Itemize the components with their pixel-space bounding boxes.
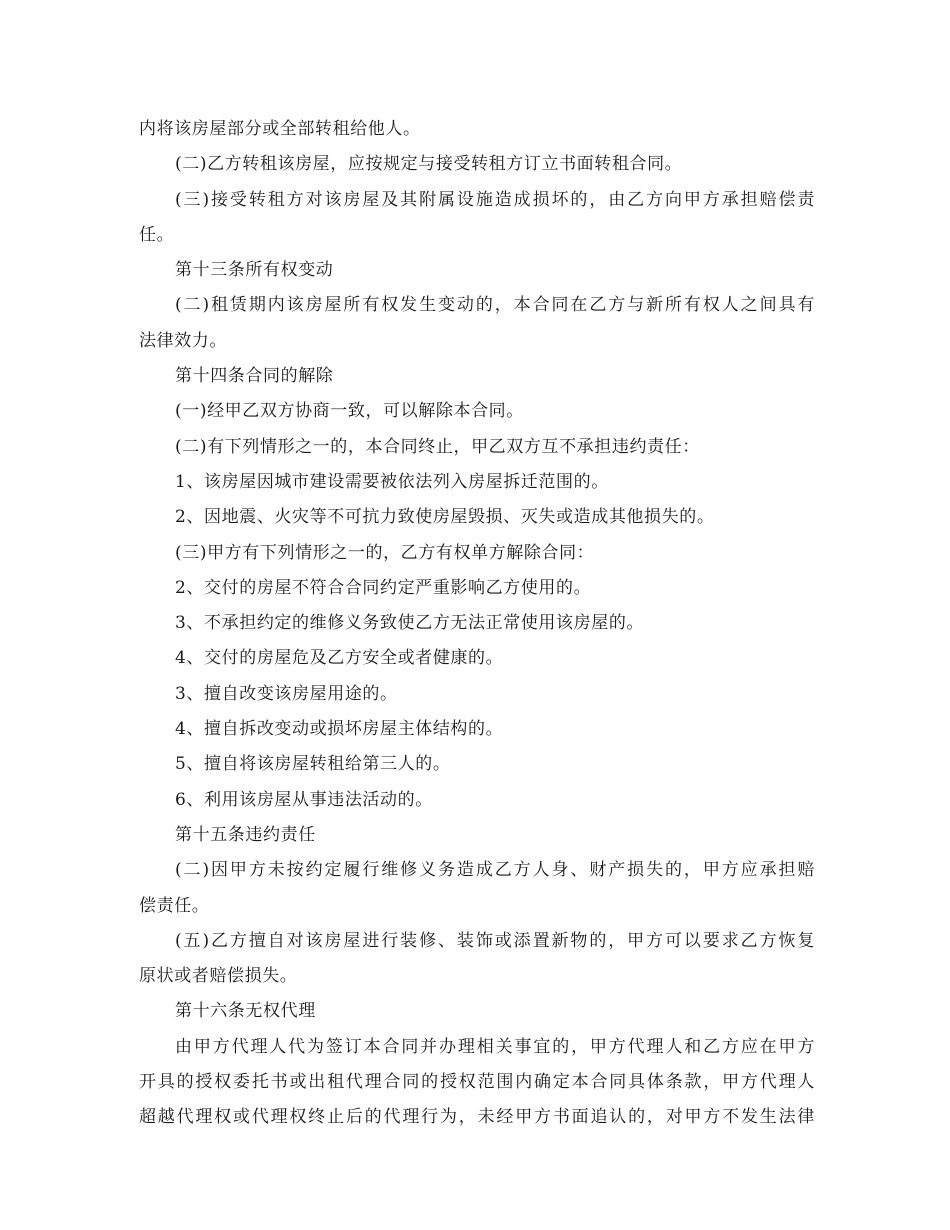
paragraph-line: (二)有下列情形之一的，本合同终止，甲乙双方互不承担违约责任： (175, 436, 700, 457)
list-item: 6、利用该房屋从事违法活动的。 (175, 789, 433, 810)
paragraph-line: (二)乙方转租该房屋，应按规定与接受转租方订立书面转租合同。 (175, 154, 683, 175)
paragraph-line: 任。 (139, 224, 175, 245)
paragraph-line: 法律效力。 (139, 330, 227, 351)
paragraph-line: (二)租赁期内该房屋所有权发生变动的，本合同在乙方与新所有权人之间具有 (175, 295, 815, 316)
list-item: 4、擅自拆改变动或损坏房屋主体结构的。 (175, 719, 504, 740)
document-body (139, 112, 815, 1136)
list-item: 3、擅自改变该房屋用途的。 (175, 683, 398, 704)
section-heading: 第十三条所有权变动 (175, 260, 334, 281)
paragraph-line: (二)因甲方未按约定履行维修义务造成乙方人身、财产损失的，甲方应承担赔 (175, 860, 815, 881)
paragraph-line: 内将该房屋部分或全部转租给他人。 (139, 119, 421, 139)
paragraph-line: 原状或者赔偿损失。 (139, 966, 298, 987)
paragraph-line: 偿责任。 (139, 895, 210, 916)
paragraph-line: (五)乙方擅自对该房屋进行装修、装饰或添置新物的，甲方可以要求乙方恢复 (175, 930, 815, 951)
list-item: 1、该房屋因城市建设需要被依法列入房屋拆迁范围的。 (175, 471, 609, 492)
list-item: 5、擅自将该房屋转租给第三人的。 (175, 754, 451, 775)
section-heading: 第十四条合同的解除 (175, 366, 334, 387)
list-item: 3、不承担约定的维修义务致使乙方无法正常使用该房屋的。 (175, 613, 645, 634)
list-item: 4、交付的房屋危及乙方安全或者健康的。 (175, 648, 504, 669)
section-heading: 第十六条无权代理 (175, 1001, 316, 1022)
paragraph-line: 由甲方代理人代为签订本合同并办理相关事宜的，甲方代理人和乙方应在甲方 (175, 1036, 815, 1057)
list-item: 2、因地震、火灾等不可抗力致使房屋毁损、灭失或造成其他损失的。 (175, 507, 715, 528)
paragraph-line: 超越代理权或代理权终止后的代理行为，未经甲方书面追认的，对甲方不发生法律 (139, 1107, 815, 1128)
paragraph-line: (一)经甲乙双方协商一致，可以解除本合同。 (175, 401, 524, 422)
paragraph-line: (三)甲方有下列情形之一的，乙方有权单方解除合同： (175, 542, 595, 563)
section-heading: 第十五条违约责任 (175, 824, 316, 845)
paragraph-line: 开具的授权委托书或出租代理合同的授权范围内确定本合同具体条款，甲方代理人 (139, 1072, 815, 1093)
paragraph-line: (三)接受转租方对该房屋及其附属设施造成损坏的，由乙方向甲方承担赔偿责 (175, 189, 815, 210)
list-item: 2、交付的房屋不符合合同约定严重影响乙方使用的。 (175, 577, 592, 598)
